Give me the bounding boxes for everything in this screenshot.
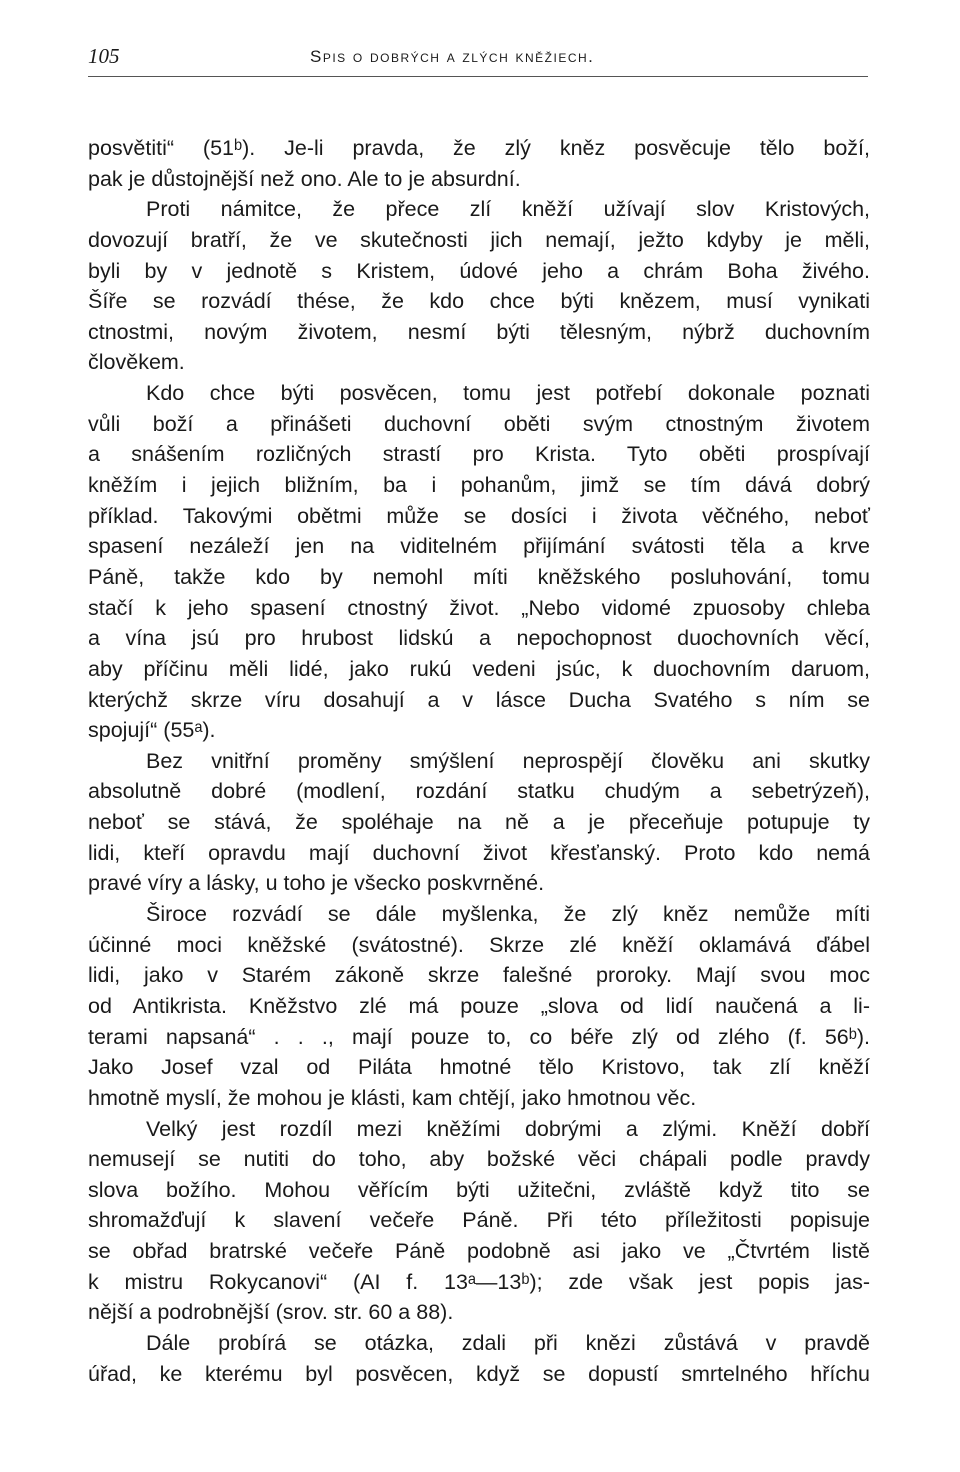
text-line: byli by v jednotě s Kristem, údové jeho a chrám Boha živého. xyxy=(88,258,870,283)
text-line: ctnostmi, novým životem, nesmí býti tělesným, nýbrž duchovním xyxy=(88,319,870,344)
text-line: pravé víry a lásky, u toho je všecko poskvrněné. xyxy=(88,871,545,896)
text-line: se obřad bratrské večeře Páně podobně asi jako ve „Čtvrtém listě xyxy=(88,1239,870,1264)
running-title: Spis o dobrých a zlých kněžiech. xyxy=(310,47,595,66)
text-line: lidi, kteří opravdu mají duchovní život křesťanský. Proto kdo nemá xyxy=(88,840,870,865)
header-rule xyxy=(88,76,868,77)
text-line: posvětiti“ (51ᵇ). Je-li pravda, že zlý kněz posvěcuje tělo boží, xyxy=(88,136,870,160)
text-line: od Antikrista. Kněžstvo zlé má pouze „slova od lidí naučená a li- xyxy=(88,993,870,1018)
text-line: Proti námitce, že přece zlí kněží užívají slov Kristových, xyxy=(146,197,870,222)
text-line: terami napsaná“ . . ., mají pouze to, co béře zlý od zlého (f. 56ᵇ). xyxy=(88,1024,870,1049)
text-line: k mistru Rokycanovi“ (AI f. 13ᵃ—13ᵇ); zde však jest popis jas- xyxy=(88,1269,870,1294)
text-line: úřad, ke kterému byl posvěcen, když se dopustí smrtelného hříchu xyxy=(88,1361,870,1386)
text-line: člověkem. xyxy=(88,350,185,375)
text-line: spojují“ (55ᵃ). xyxy=(88,718,216,743)
text-line: a snášením rozličných strastí pro Krista. Tyto oběti prospívají xyxy=(88,442,870,467)
text-line: dovozují bratří, že ve skutečnosti jich nemají, ježto kdyby je měli, xyxy=(88,227,870,252)
text-line: Páně, takže kdo by nemohl míti kněžského posluhování, tomu xyxy=(88,564,870,589)
text-line: kněžím i jejich bližním, ba i pohanům, jimž se tím dává dobrý xyxy=(88,473,870,498)
text-line: absolutně dobré (modlení, rozdání statku chudým a sebetrýzeň), xyxy=(88,779,870,804)
text-line: shromažďují k slavení večeře Páně. Při této příležitosti popisuje xyxy=(88,1208,870,1233)
text-line: nemusejí se nutiti do toho, aby božské věci chápali podle pravdy xyxy=(88,1147,870,1172)
text-line: stačí k jeho spasení ctnostný život. „Nebo vidomé zpuosoby chleba xyxy=(88,595,870,620)
text-line: účinné moci kněžské (svátostné). Skrze zlé kněží oklamává ďábel xyxy=(88,932,870,957)
text-line: Šíře se rozvádí thése, že kdo chce býti knězem, musí vynikati xyxy=(88,289,870,314)
text-line: Bez vnitřní proměny smýšlení neprospějí člověku ani skutky xyxy=(146,748,870,773)
text-line: pak je důstojnější než ono. Ale to je absurdní. xyxy=(88,166,521,191)
text-line: aby příčinu měli lidé, jako rukú vedeni jsúc, k duochovním daruom, xyxy=(88,656,870,681)
text-line: Dále probírá se otázka, zdali při knězi zůstává v pravdě xyxy=(146,1330,870,1355)
running-head xyxy=(88,44,868,74)
text-line: Široce rozvádí se dále myšlenka, že zlý kněz nemůže míti xyxy=(146,902,870,927)
text-line: lidi, jako v Starém zákoně skrze falešné proroky. Mají svou moc xyxy=(88,963,870,988)
text-line: spasení nezáleží jen na viditelném přijímání svátosti těla a krve xyxy=(88,534,870,559)
text-line: a vína jsú pro hrubost lidskú a nepochopnost duochovních věcí, xyxy=(88,626,870,651)
text-line: Velký jest rozdíl mezi kněžími dobrými a zlými. Kněží dobří xyxy=(146,1116,870,1141)
text-line: kterýchž skrze víru dosahují a v lásce Ducha Svatého s ním se xyxy=(88,687,870,712)
body-text xyxy=(88,133,870,1389)
text-line: Jako Josef vzal od Piláta hmotné tělo Kristovo, tak zlí kněží xyxy=(88,1055,870,1080)
text-line: příklad. Takovými obětmi může se dosíci i života věčného, neboť xyxy=(88,503,870,528)
text-line: slova božího. Mohou věřícím býti užitečni, zvláště když tito se xyxy=(88,1177,870,1202)
text-line: Kdo chce býti posvěcen, tomu jest potřebí dokonale poznati xyxy=(146,381,870,406)
text-line: vůli boží a přinášeti duchovní oběti svým ctnostným životem xyxy=(88,411,870,436)
text-line: neboť se stává, že spoléhaje na ně a je přeceňuje potupuje ty xyxy=(88,810,870,835)
text-line: hmotně myslí, že mohou je klásti, kam chtějí, jako hmotnou věc. xyxy=(88,1085,697,1110)
text-line: nější a podrobnější (srov. str. 60 a 88). xyxy=(88,1300,454,1325)
page-number: 105 xyxy=(88,44,120,68)
